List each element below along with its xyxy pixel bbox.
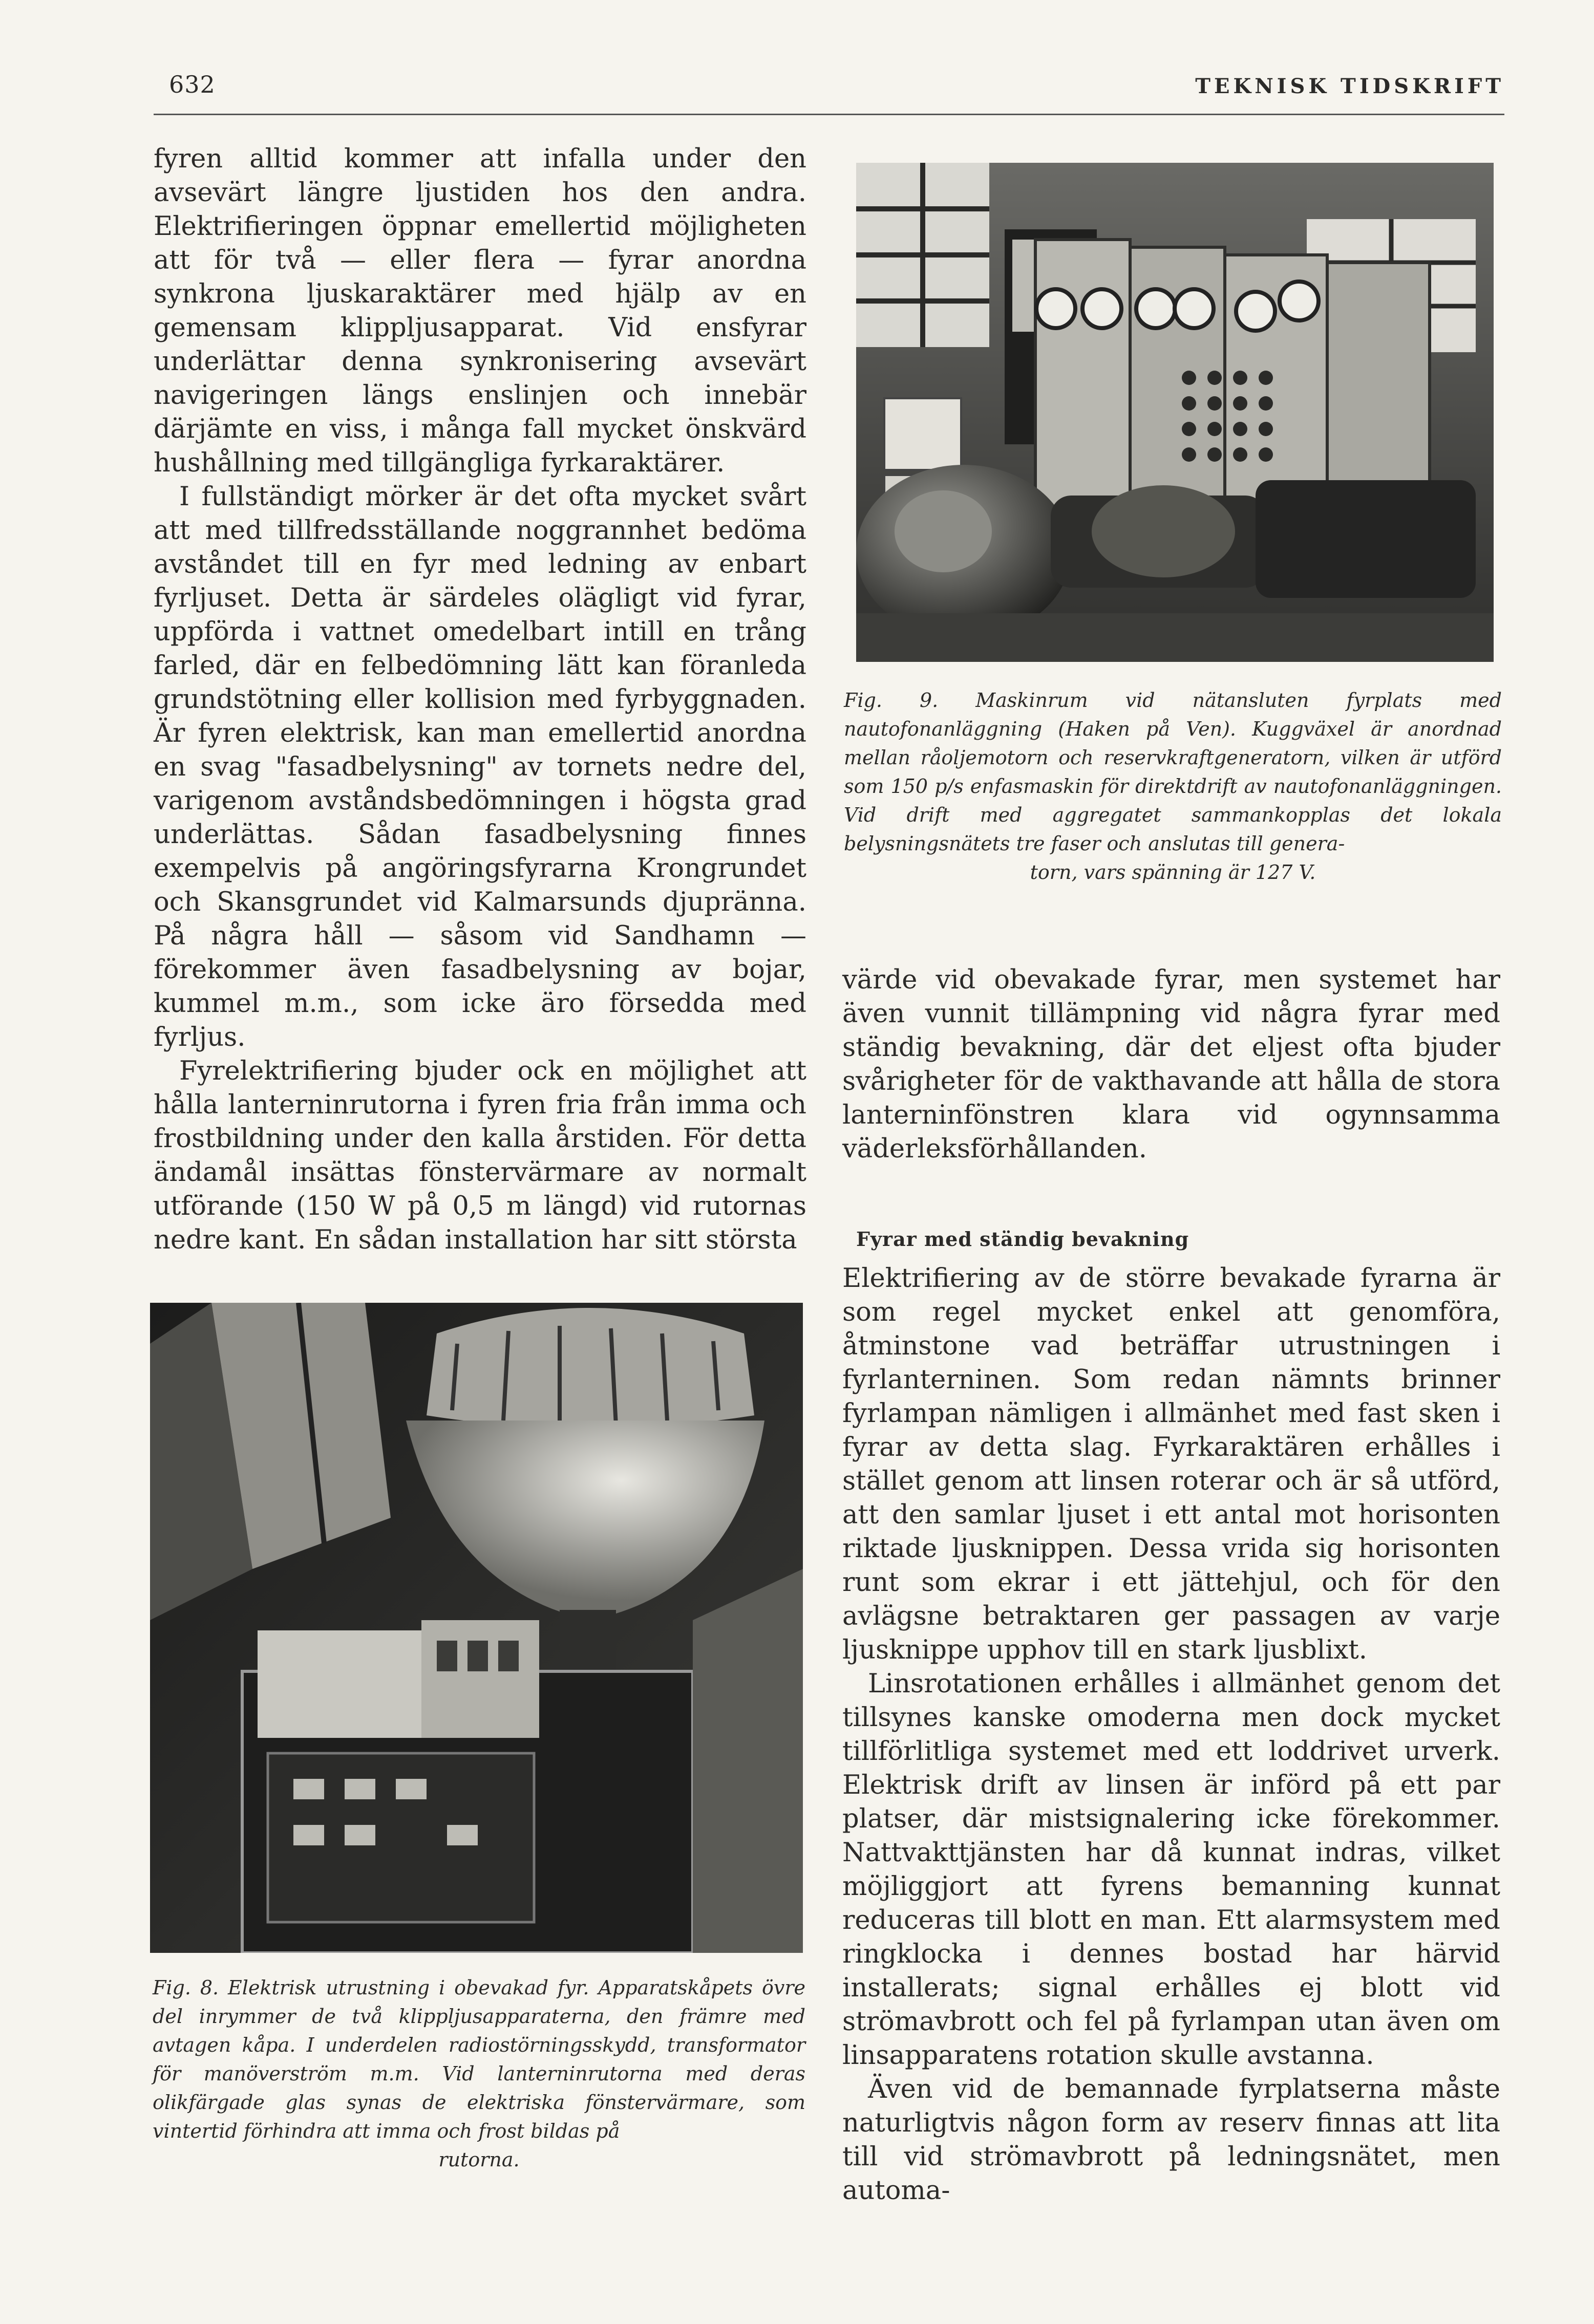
figure-8-caption-text: Fig. 8. Elektrisk utrustning i obevakad fyr. Apparatskåpets övre del inrymmer de två klippljusapparaterna, den främre med avtagen kåpa. I underdelen radiostörningsskydd, transformator för manöverström m.m. Vid lanterninrutorna med deras olikfärgade glas synas de elektriska fönstervärmare, som vintertid förhindra att imma och frost bildas på — [153, 1976, 805, 2142]
header-rule — [154, 114, 1504, 115]
machine-room-photo — [856, 163, 1494, 662]
paragraph: I fullständigt mörker är det ofta mycket svårt att med tillfredsställande noggrannhet bedöma avståndet till en fyr med ledning av enbart fyrljuset. Detta är särdeles olägligt vid fyrar, uppförda i vattnet omedelbart intill en trång farled, där en felbedömning lätt kan föranleda grundstötning eller kollision med fyrbyggnaden. Är fyren elektrisk, kan man emellertid anordna en svag "fasadbelysning" av tornets nedre del, varigenom avståndsbedömningen i högsta grad underlättas. Sådan fasadbelysning finnes exempelvis på angöringsfyrarna Krongrundet och Skansgrundet vid Kalmarsunds djupränna. På några håll — såsom vid Sandhamn — förekommer även fasadbelysning av bojar, kummel m.m., som icke äro försedda med fyrljus. — [154, 482, 806, 1052]
page-number: 632 — [169, 71, 216, 98]
figure-9-caption — [844, 686, 1502, 887]
left-column — [154, 142, 806, 1257]
figure-8-caption-end: rutorna. — [438, 2148, 520, 2171]
figure-9-caption-text: Fig. 9. Maskinrum vid nätansluten fyrplats med nautofonanläggning (Haken på Ven). Kuggväxel är anordnad mellan råoljemotorn och reservkraftgeneratorn, vilken är utförd som 150 p/s enfasmaskin för direktdrift av nautofonanläggningen. Vid drift med aggregatet sammankopplas det lokala belysningsnätets tre faser och anslutas till genera- — [844, 689, 1502, 855]
paragraph: Fyrelektrifiering bjuder ock en möjlighet att hålla lanterninrutorna i fyren fria från imma och frostbildning under den kalla årstiden. För detta ändamål insättas fönstervärmare av normalt utförande (150 W på 0,5 m längd) vid rutornas nedre kant. En sådan installation har sitt största — [154, 1056, 806, 1255]
journal-title: TEKNISK TIDSKRIFT — [1195, 74, 1504, 98]
right-column-continuation — [842, 963, 1500, 1166]
paragraph: fyren alltid kommer att infalla under den avsevärt längre ljustiden hos den andra. Elektrifieringen öppnar emellertid möjligheten att för två — eller flera — fyrar anordna synkrona ljuskaraktärer med hjälp av en gemensam klippljusapparat. Vid ensfyrar underlättar denna synkronisering avsevärt navigeringen längs enslinjen och innebär därjämte en viss, i många fall mycket önskvärd hushållning med tillgängliga fyrkaraktärer. — [154, 144, 806, 478]
paragraph: Även vid de bemannade fyrplatserna måste naturligtvis någon form av reserv finnas att lita till vid strömavbrott på ledningsnätet, men automa- — [842, 2074, 1500, 2206]
paragraph: värde vid obevakade fyrar, men systemet har även vunnit tillämpning vid några fyrar med ständig bevakning, där det eljest ofta bjuder svårigheter för de vakthavande att hålla de stora lanterninfönstren klara vid ogynnsamma väderleksförhållanden. — [842, 965, 1500, 1164]
section-heading: Fyrar med ständig bevakning — [856, 1228, 1189, 1251]
right-column — [842, 1262, 1500, 2208]
paragraph: Linsrotationen erhålles i allmänhet genom det tillsynes kanske omoderna men dock mycket tillförlitliga systemet med ett loddrivet urverk. Elektrisk drift av linsen är införd på ett par platser, där mistsignalering icke förekommer. Nattvakttjänsten har då kunnat indras, vilket möjliggjort att fyrens bemanning kunnat reduceras till blott en man. Ett alarmsystem med ringklocka i dennes bostad har härvid installerats; signal erhålles ej blott vid strömavbrott och fel på fyrlampan utan även om linsapparatens rotation skulle avstanna. — [842, 1669, 1500, 2071]
figure-8-caption — [153, 1973, 805, 2174]
paragraph: Elektrifiering av de större bevakade fyrarna är som regel mycket enkel att genomföra, åtminstone vad beträffar utrustningen i fyrlanterninen. Som redan nämnts brinner fyrlampan nämligen i allmänhet med fast sken i fyrar av detta slag. Fyrkaraktären erhålles i stället genom att linsen roterar och är så utförd, att den samlar ljuset i ett antal mot horisonten riktade ljusknippen. Dessa vrida sig horisonten runt som ekrar i ett jättehjul, och för den avlägsne betraktaren ger passagen av varje ljusknippe upphov till en stark ljusblixt. — [842, 1263, 1500, 1665]
lighthouse-equipment-photo — [150, 1303, 803, 1953]
figure-9-caption-end: torn, vars spänning är 127 V. — [1030, 861, 1316, 884]
